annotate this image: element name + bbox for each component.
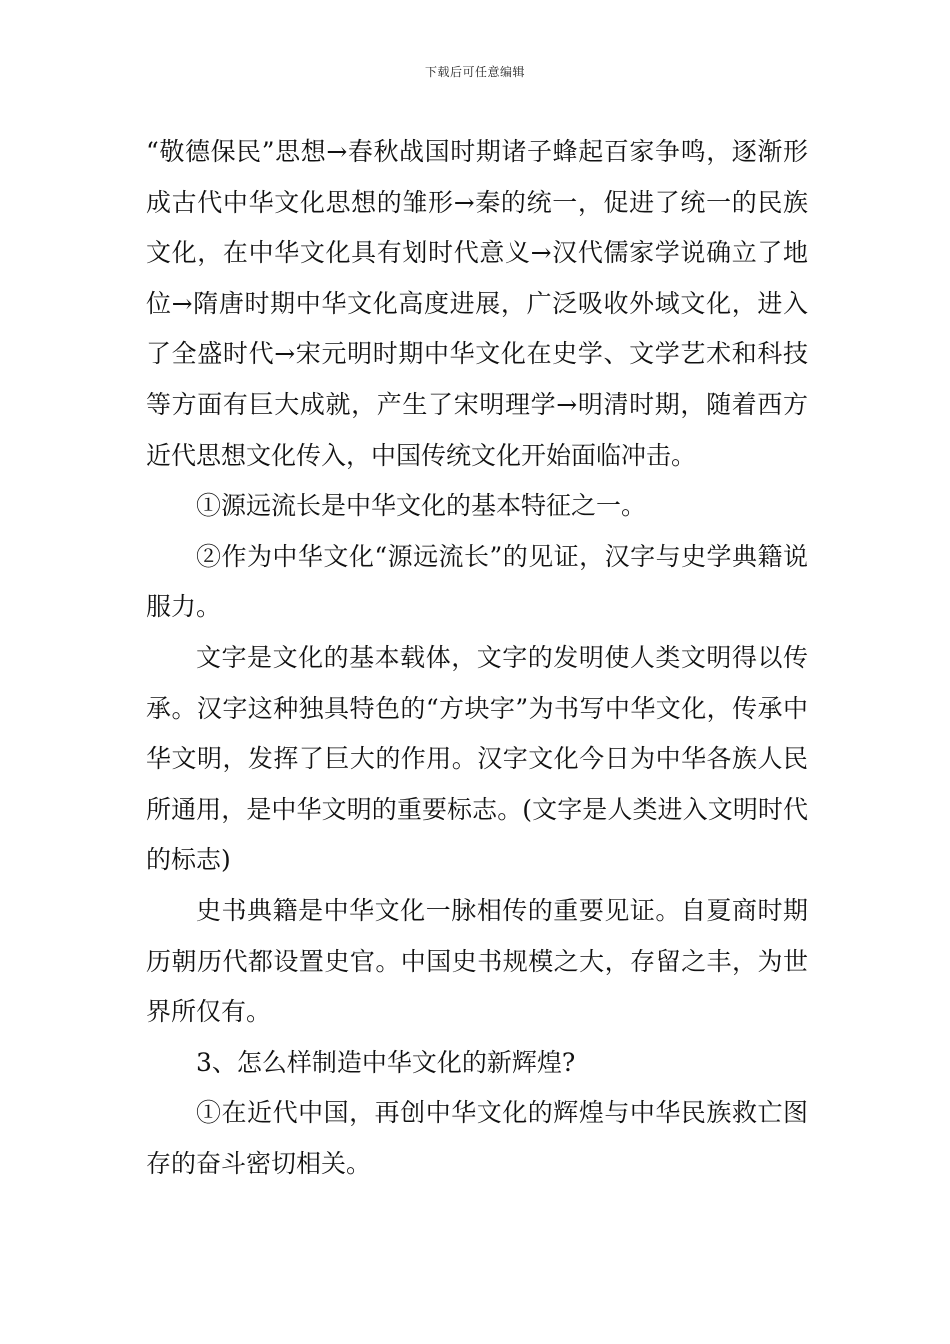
page-header: 下载后可任意编辑	[424, 65, 525, 79]
section-heading-3: 3、怎么样制造中华文化的新辉煌?	[196, 1047, 576, 1077]
paragraph-history-timeline: “敬德保民”思想→春秋战国时期诸子蜂起百家争鸣，逐渐形成古代中华文化思想的雏形→秦的统一，促进了统一的民族文化，在中华文化具有划时代意义→汉代儒家学说确立了地位→隋唐时期中华文化高度进展，广泛吸收外域文化，进入了全盛时代→宋元明时期中华文化在史学、文学艺术和科技等方面有巨大成就，产生了宋明理学→明清时期，随着西方近代思想文化传入，中国传统文化开始面临冲击。	[146, 137, 808, 470]
paragraph-modern-china: ①在近代中国，再创中华文化的辉煌与中华民族救亡图存的奋斗密切相关。	[146, 1098, 808, 1178]
paragraph-historical-records: 史书典籍是中华文化一脉相传的重要见证。自夏商时期历朝历代都设置史官。中国史书规模之大，存留之丰，为世界所仅有。	[146, 895, 808, 1027]
paragraph-characters: 文字是文化的基本载体，文字的发明使人类文明得以传承。汉字这种独具特色的“方块字”为书写中华文化，传承中华文明，发挥了巨大的作用。汉字文化今日为中华各族人民所通用，是中华文明的重要标志。(文字是人类进入文明时代的标志)	[146, 642, 808, 875]
paragraph-point-1: ①源远流长是中华文化的基本特征之一。	[196, 491, 647, 521]
document-body	[146, 127, 808, 1189]
paragraph-point-2: ②作为中华文化“源远流长”的见证，汉字与史学典籍说服力。	[146, 541, 808, 622]
